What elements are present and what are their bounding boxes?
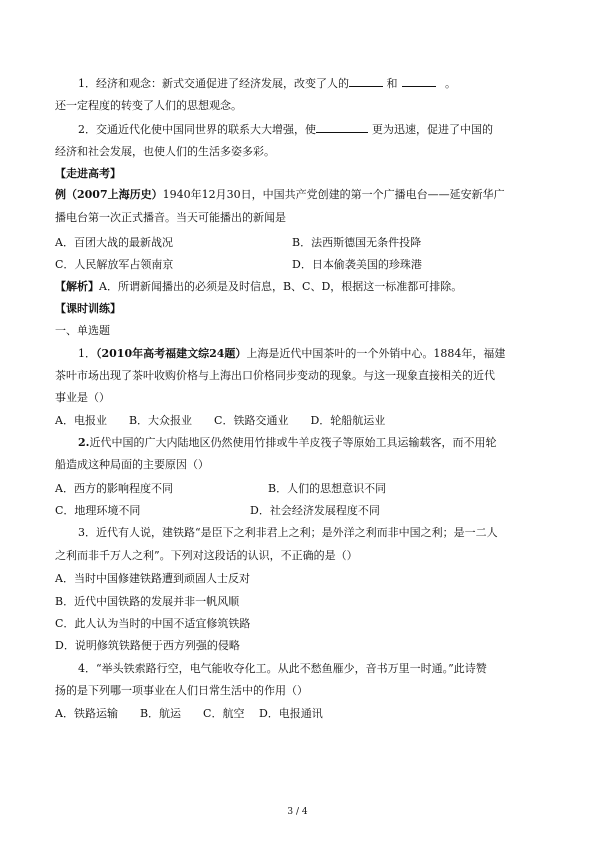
question-3-option-b: B．近代中国铁路的发展并非一帆风顺 [55, 595, 240, 608]
section-heading-gaokao: 【走进高考】 [55, 167, 121, 180]
q1-number: 1． [78, 347, 96, 360]
question-3-line-2: 之利而非千万人之利”。下列对这段话的认识，不正确的是（） [55, 549, 358, 562]
example-line-2: 播电台第一次正式播音。当天可能播出的新闻是 [55, 211, 286, 224]
question-4-options: A．铁路运输 B．航运 C．航空 D．电报通讯 [55, 707, 323, 720]
paragraph-2-line-2: 经济和社会发展，也使人们的生活多姿多彩。 [55, 145, 275, 158]
question-4-line-2: 扬的是下列哪一项事业在人们日常生活中的作用（） [55, 684, 308, 697]
question-2-option-c: C．地理环境不同 [55, 504, 141, 517]
q1-text-1: 上海是近代中国茶叶的一个外销中心。1884年，福建 [246, 347, 506, 360]
question-2-line-2: 船造成这种局面的主要原因（） [55, 458, 209, 471]
p1-text-c: 。 [445, 77, 456, 90]
paragraph-2-line-1 [78, 122, 493, 137]
question-3-option-d: D．说明修筑铁路便于西方列强的侵略 [55, 639, 240, 652]
p2-text-b: 更为迅速，促进了中国的 [372, 123, 493, 136]
p1-text-b: 和 [386, 77, 398, 90]
example-option-a: A．百团大战的最新战况 [55, 236, 173, 249]
example-label: 例（2007上海历史） [55, 188, 163, 201]
question-2-line-1 [78, 436, 496, 450]
q2-text-1: 近代中国的广大内陆地区仍然使用竹排或牛羊皮筏子等原始工具运输载客，而不用轮 [89, 436, 497, 449]
question-3-option-c: C．此人认为当时的中国不适宜修筑铁路 [55, 617, 251, 630]
q2-number: 2. [78, 436, 90, 449]
page-number: 3 / 4 [287, 807, 308, 817]
example-text-1: 1940年12月30日，中国共产党创建的第一个广播电台——延安新华广 [162, 188, 505, 201]
question-1-line-1 [78, 347, 505, 361]
question-2-option-a: A．西方的影响程度不同 [55, 482, 173, 495]
example-option-b: B．法西斯德国无条件投降 [292, 236, 422, 249]
section-heading-training: 【课时训练】 [55, 302, 121, 315]
question-1-line-3: 事业是（） [55, 391, 110, 404]
paragraph-1-line-2: 还一定程度的转变了人们的思想观念。 [55, 99, 242, 112]
question-3-line-1: 3．近代有人说，建铁路“是臣下之利非君上之利；是外洋之利而非中国之利；是一二人 [78, 526, 498, 539]
q1-source: （2010年高考福建文综24题） [96, 347, 247, 360]
question-3-option-a: A．当时中国修建铁路遭到顽固人士反对 [55, 572, 250, 585]
fill-blank [349, 76, 383, 87]
example-line-1 [55, 188, 505, 202]
question-2-option-d: D．社会经济发展程度不同 [250, 504, 380, 517]
question-1-line-2: 茶叶市场出现了茶叶收购价格与上海出口价格同步变动的现象。与这一现象直接相关的近代 [55, 369, 495, 382]
p1-text-a: 1．经济和观念：新式交通促进了经济发展，改变了人的 [78, 77, 349, 90]
analysis-text: A．所谓新闻播出的必须是及时信息，B、C、D，根据这一标准都可排除。 [99, 280, 463, 293]
question-4-line-1: 4．“举头铁索路行空，电气能收夺化工。从此不愁鱼雁少，音书万里一时通。”此诗赞 [78, 662, 487, 675]
example-option-c: C．人民解放军占领南京 [55, 258, 174, 271]
example-option-d: D．日本偷袭美国的珍珠港 [292, 258, 422, 271]
analysis-label: 【解析】 [55, 280, 99, 293]
example-analysis [55, 280, 462, 294]
p2-text-a: 2．交通近代化使中国同世界的联系大大增强，使 [78, 123, 316, 136]
fill-blank [402, 76, 436, 87]
question-1-options: A．电报业 B．大众报业 C．铁路交通业 D．轮船航运业 [55, 414, 386, 427]
subsection-heading: 一、单选题 [55, 324, 110, 337]
paragraph-1-line-1 [78, 76, 456, 91]
question-2-option-b: B．人们的思想意识不同 [268, 482, 387, 495]
fill-blank [316, 122, 368, 133]
